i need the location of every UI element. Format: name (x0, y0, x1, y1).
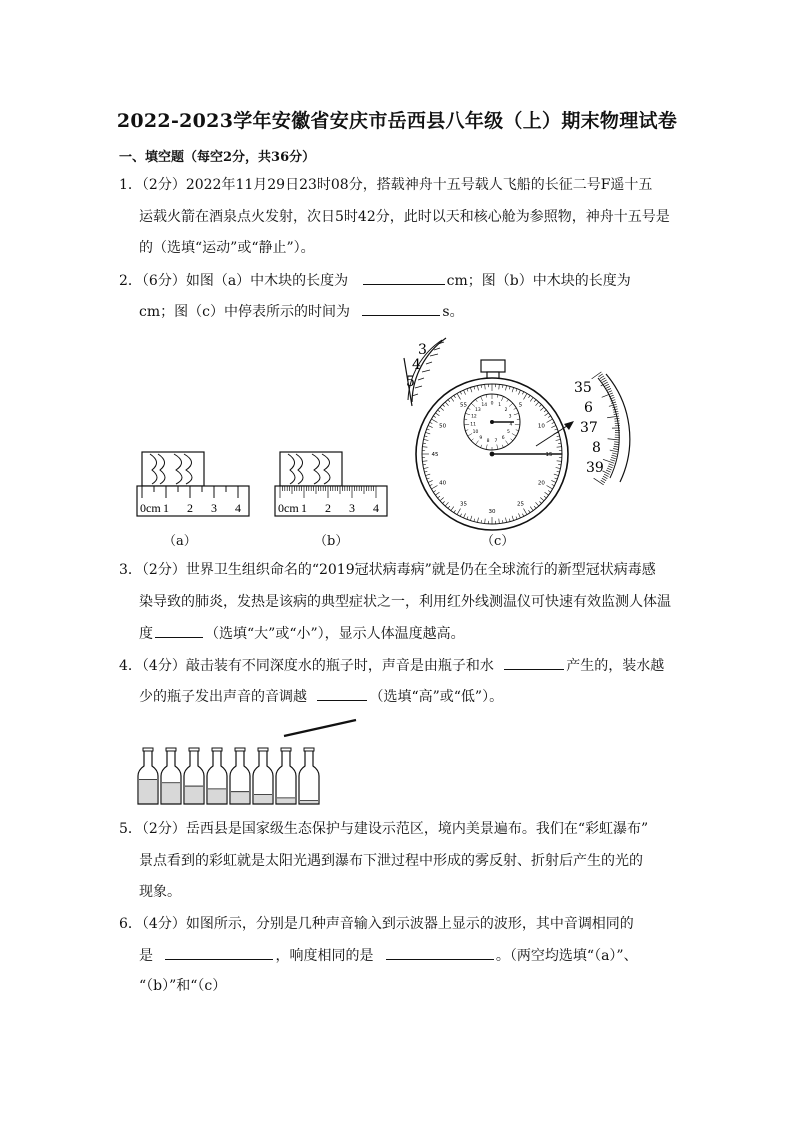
q1-line-2: 运载火箭在酒泉点火发射，次日5时42分，此时以天和核心舱为参照物，神舟十五号是 (139, 209, 670, 225)
q3-line-1: 3．（2分）世界卫生组织命名的“2019冠状病毒病”就是仍在全球流行的新型冠状病毒感 (119, 562, 656, 578)
ruler-figure-a (136, 450, 252, 520)
q4-text-a: 4．（4分）敲击装有不同深度水的瓶子时，声音是由瓶子和水 (119, 658, 494, 674)
inner-dial-label: 13 (475, 407, 481, 413)
zoom-left-4: 4 (412, 357, 421, 373)
inner-dial-label: 14 (481, 403, 488, 409)
q5-line-1: 5．（2分）岳西县是国家级生态保护与建设示范区，境内美景遍布。我们在“彩虹瀑布” (119, 821, 649, 837)
bottle (184, 748, 204, 804)
bottle (276, 748, 296, 804)
zoom-right-35: 35 (574, 380, 592, 396)
inner-dial-label: 5 (507, 430, 510, 436)
caption-b: （b） (314, 534, 349, 549)
bottle (207, 748, 227, 804)
bottle (138, 748, 158, 804)
q6-line-1: 6．（4分）如图所示，分别是几种声音输入到示波器上显示的波形，其中音调相同的 (119, 916, 634, 932)
q4-text-b: 产生的，装水越 (566, 658, 665, 674)
ruler-b-label-0: 0cm (278, 501, 299, 515)
zoom-right-37: 37 (580, 420, 598, 436)
wood-block-a (142, 452, 204, 486)
q4-blank-2[interactable] (317, 686, 367, 701)
zoom-right-6: 6 (584, 400, 593, 416)
ruler-a-label-1: 1 (163, 501, 169, 515)
q2-line-1 (119, 270, 631, 291)
inner-dial-label: 1 (498, 403, 502, 409)
q2-text-a: 2．（6分）如图（a）中木块的长度为 (119, 273, 349, 289)
page-title: 2022-2023学年安徽省安庆市岳西县八年级（上）期末物理试卷 (116, 110, 678, 132)
outer-dial-label: 10 (537, 423, 545, 430)
zoom-left-3: 3 (418, 342, 427, 358)
q6-text-a: 是 (139, 948, 153, 964)
q2-blank-2[interactable] (362, 301, 440, 316)
q3-line-2: 染导致的肺炎，发热是该病的典型症状之一，利用红外线测温仪可快速有效监测人体温 (139, 594, 671, 610)
inner-dial-label: 8 (486, 439, 490, 445)
inner-dial-label: 10 (472, 430, 479, 436)
ruler-a-label-0: 0cm (140, 501, 161, 515)
q3-blank[interactable] (155, 623, 203, 638)
q4-text-c: 少的瓶子发出声音的音调越 (139, 689, 307, 705)
inner-dial-label: 9 (479, 435, 483, 441)
q2-blank-1[interactable] (363, 270, 445, 285)
q5-line-2: 景点看到的彩虹就是太阳光遇到瀑布下泄过程中形成的雾反射、折射后产生的光的 (139, 853, 643, 869)
inner-dial-label: 6 (501, 435, 505, 441)
inner-dial-label: 2 (504, 407, 508, 413)
outer-dial-label: 50 (439, 423, 447, 430)
bottle (299, 748, 319, 804)
caption-a: （a） (163, 534, 197, 549)
q3-text-a: 度 (139, 626, 153, 642)
ruler-figure-b (274, 450, 390, 520)
q6-line-3: “（b）”和“（c） (139, 978, 227, 994)
q1-line-1: 1．（2分）2022年11月29日23时08分，搭载神舟十五号载人飞船的长征二号F遥十五 (119, 177, 653, 193)
inner-dial-label: 7 (494, 439, 498, 445)
bottle (161, 748, 181, 804)
q2-text-b: cm；图（b）中木块的长度为 (446, 273, 631, 289)
bottle (230, 748, 250, 804)
ruler-b-label-3: 3 (349, 501, 355, 515)
q2-text-d: s。 (442, 304, 464, 320)
inner-dial-label: 3 (508, 414, 512, 420)
q1-line-3: 的（选填“运动”或“静止”）。 (139, 240, 315, 256)
q5-line-3: 现象。 (139, 884, 181, 900)
inner-dial-label: 11 (470, 422, 476, 428)
ruler-b-label-4: 4 (373, 501, 379, 515)
inner-dial-label: 12 (471, 414, 477, 420)
zoom-right-39: 39 (586, 460, 604, 476)
outer-dial-label: 45 (431, 452, 439, 458)
stopwatch-figure (398, 336, 648, 536)
q3-line-3 (139, 623, 465, 644)
ruler-a-label-2: 2 (187, 501, 193, 515)
section-heading: 一、填空题（每空2分，共36分） (119, 150, 316, 165)
q4-line-2 (139, 686, 503, 707)
outer-dial-label: 55 (460, 402, 467, 409)
outer-dial-label: 30 (488, 509, 496, 515)
ruler-a-label-4: 4 (235, 501, 241, 515)
stopwatch-crown (481, 360, 505, 372)
ruler-a-label-3: 3 (211, 501, 217, 515)
bottle (253, 748, 273, 804)
q6-blank-1[interactable] (165, 945, 273, 960)
outer-dial-label: 5 (518, 402, 523, 409)
zoom-right-8: 8 (592, 440, 601, 456)
q4-text-d: （选填“高”或“低”）。 (369, 689, 504, 705)
wood-block-b (280, 452, 342, 486)
q2-line-2 (139, 301, 464, 322)
q4-blank-1[interactable] (504, 655, 564, 670)
outer-dial-label: 25 (517, 501, 524, 508)
outer-dial-label: 20 (537, 480, 545, 487)
q6-blank-2[interactable] (386, 945, 494, 960)
outer-dial-label: 35 (460, 501, 467, 508)
ruler-b-label-1: 1 (301, 501, 307, 515)
q3-text-b: （选填“大”或“小”），显示人体温度越高。 (205, 626, 465, 642)
inner-dial-label: 0 (490, 401, 494, 407)
zoom-left-5: 5 (406, 374, 415, 390)
q6-line-2 (139, 945, 638, 966)
outer-dial-label: 40 (439, 480, 447, 487)
q4-line-1 (119, 655, 664, 676)
q2-text-c: cm；图（c）中停表所示的时间为 (139, 304, 350, 320)
q6-text-b: ，响度相同的是 (275, 948, 374, 964)
striking-stick (284, 720, 356, 736)
bottles-figure (134, 716, 360, 808)
outer-dial-label: 15 (545, 452, 553, 458)
q6-text-c: 。（两空均选填“（a）”、 (495, 948, 638, 964)
caption-c: （c） (481, 534, 515, 549)
inner-dial-label: 4 (509, 422, 513, 428)
ruler-b-label-2: 2 (325, 501, 331, 515)
